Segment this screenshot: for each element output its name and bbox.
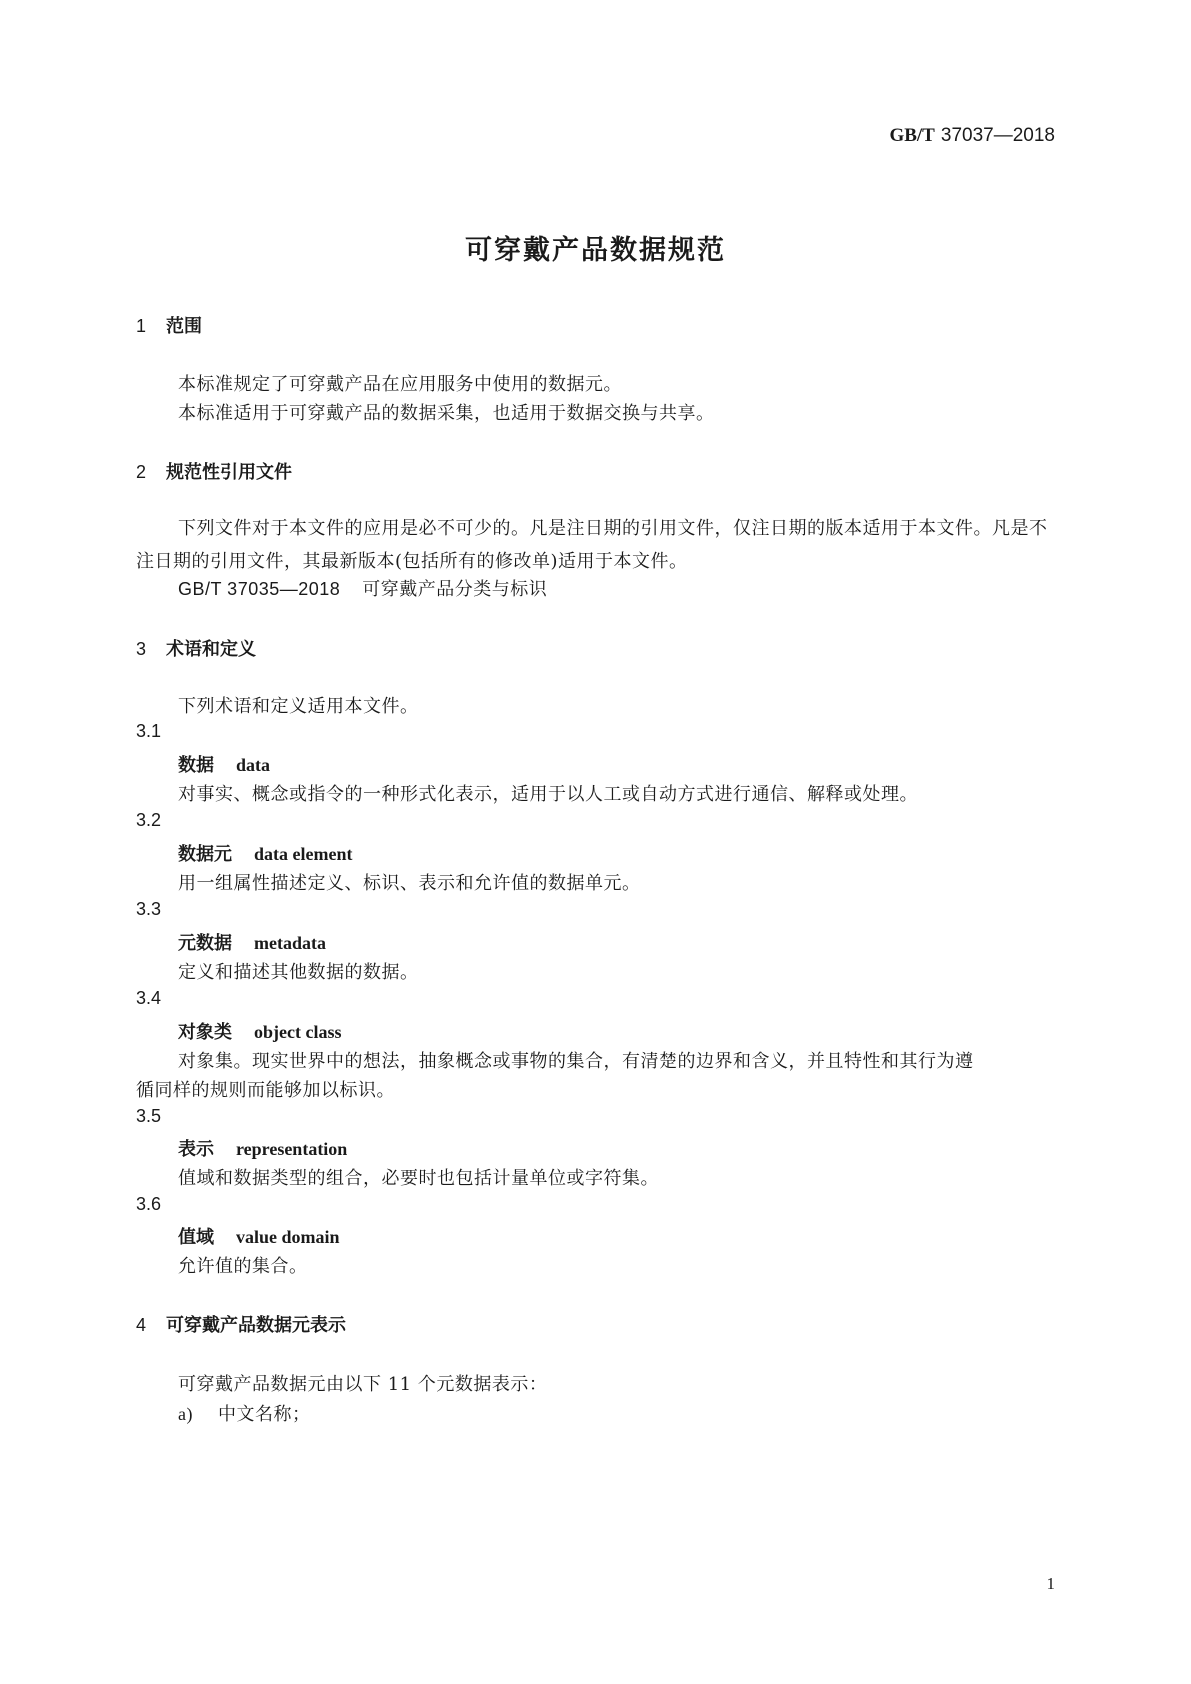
term-en: representation bbox=[236, 1139, 348, 1159]
reference-title: 可穿戴产品分类与标识 bbox=[362, 579, 548, 600]
term-zh: 对象类 bbox=[178, 1022, 232, 1043]
paragraph: 下列文件对于本文件的应用是必不可少的。凡是注日期的引用文件，仅注日期的版本适用于本文件。凡是不注日期的引用文件，其最新版本(包括所有的修改单)适用于本文件。 bbox=[136, 518, 1048, 572]
term-definition: 用一组属性描述定义、标识、表示和允许值的数据单元。 bbox=[178, 873, 641, 894]
term-heading bbox=[178, 929, 326, 955]
term-en: value domain bbox=[236, 1227, 340, 1247]
term-en: object class bbox=[254, 1022, 342, 1042]
term-number: 3.1 bbox=[136, 721, 162, 741]
term-number: 3.4 bbox=[136, 988, 162, 1008]
term-heading bbox=[178, 1018, 341, 1044]
list-item bbox=[178, 1400, 311, 1426]
term-en: data bbox=[236, 755, 271, 775]
section-title: 范围 bbox=[166, 316, 202, 337]
page-number: 1 bbox=[1046, 1574, 1055, 1593]
term-heading bbox=[178, 1135, 347, 1161]
section-number: 3 bbox=[136, 639, 147, 659]
term-heading bbox=[178, 751, 270, 777]
term-definition: 对象集。现实世界中的想法，抽象概念或事物的集合，有清楚的边界和含义，并且特性和其行为遵 bbox=[178, 1051, 974, 1072]
paragraph: 可穿戴产品数据元由以下 11 个元数据表示： bbox=[178, 1374, 548, 1395]
paragraph: 本标准适用于可穿戴产品的数据采集，也适用于数据交换与共享。 bbox=[178, 403, 715, 424]
list-text: 中文名称； bbox=[218, 1404, 311, 1425]
term-zh: 表示 bbox=[178, 1139, 214, 1160]
paragraph: 本标准规定了可穿戴产品在应用服务中使用的数据元。 bbox=[178, 374, 622, 395]
term-zh: 元数据 bbox=[178, 933, 232, 954]
term-en: data element bbox=[254, 844, 353, 864]
document-title: 可穿戴产品数据规范 bbox=[465, 235, 726, 266]
term-zh: 值域 bbox=[178, 1227, 214, 1248]
term-number: 3.5 bbox=[136, 1106, 162, 1126]
section-title: 规范性引用文件 bbox=[166, 462, 292, 483]
standard-prefix: GB/T bbox=[889, 125, 935, 146]
reference-code: GB/T 37035—2018 bbox=[178, 579, 341, 599]
section-3-heading bbox=[136, 635, 256, 661]
term-definition: 定义和描述其他数据的数据。 bbox=[178, 962, 419, 983]
section-number: 2 bbox=[136, 462, 147, 482]
term-definition-continued: 循同样的规则而能够加以标识。 bbox=[136, 1080, 395, 1101]
section-number: 4 bbox=[136, 1315, 147, 1335]
section-title: 术语和定义 bbox=[166, 639, 256, 660]
term-number: 3.6 bbox=[136, 1194, 162, 1214]
term-number: 3.3 bbox=[136, 899, 162, 919]
section-title: 可穿戴产品数据元表示 bbox=[166, 1315, 346, 1336]
section-1-heading bbox=[136, 312, 202, 338]
term-definition: 允许值的集合。 bbox=[178, 1256, 308, 1277]
normative-reference bbox=[178, 575, 547, 601]
paragraph: 下列术语和定义适用本文件。 bbox=[178, 696, 419, 717]
term-heading bbox=[178, 1223, 340, 1249]
term-number: 3.2 bbox=[136, 810, 162, 830]
section-2-heading bbox=[136, 458, 292, 484]
list-marker: a) bbox=[178, 1404, 193, 1424]
term-en: metadata bbox=[254, 933, 326, 953]
standard-code bbox=[889, 124, 1055, 147]
term-zh: 数据元 bbox=[178, 844, 232, 865]
section-number: 1 bbox=[136, 316, 147, 336]
term-zh: 数据 bbox=[178, 755, 214, 776]
standard-number: 37037—2018 bbox=[940, 125, 1055, 146]
term-definition: 值域和数据类型的组合，必要时也包括计量单位或字符集。 bbox=[178, 1168, 659, 1189]
term-heading bbox=[178, 840, 352, 866]
section-4-heading bbox=[136, 1311, 346, 1337]
term-definition: 对事实、概念或指令的一种形式化表示，适用于以人工或自动方式进行通信、解释或处理。 bbox=[178, 784, 918, 805]
